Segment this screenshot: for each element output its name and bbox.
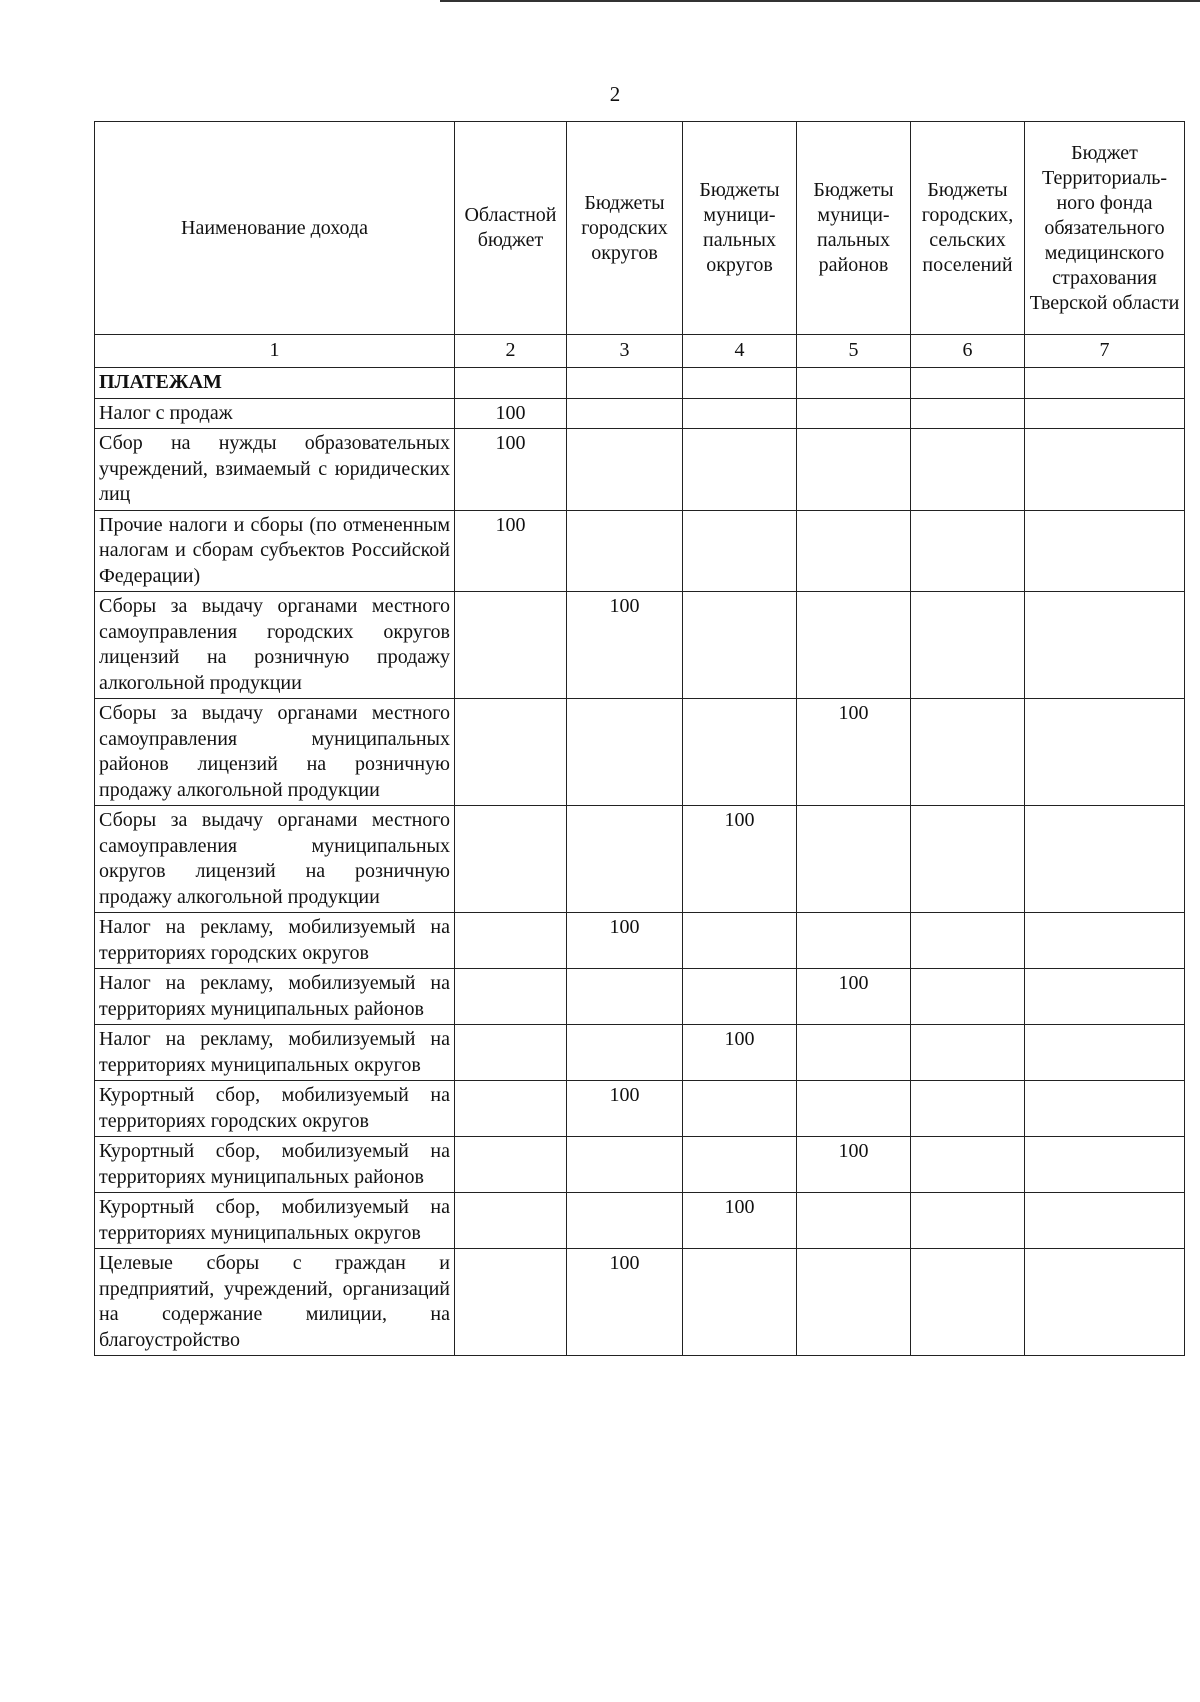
income-name-cell: Целевые сборы с граждан и предприятий, учреждений, организаций на содержание милиции, на благоустройство [95,1249,455,1356]
percentage-cell [567,398,683,429]
column-number: 4 [683,335,797,368]
percentage-cell [683,699,797,806]
income-name-cell: Налог с продаж [95,398,455,429]
percentage-cell [567,510,683,592]
table-header-row [95,122,1185,335]
percentage-cell [797,368,911,399]
percentage-cell [683,913,797,969]
percentage-cell [455,1137,567,1193]
income-name-cell: Курортный сбор, мобилизуемый на территориях муниципальных районов [95,1137,455,1193]
percentage-cell [1025,969,1185,1025]
percentage-cell: 100 [567,1249,683,1356]
percentage-cell [911,699,1025,806]
percentage-cell [455,1193,567,1249]
revenue-distribution-table [94,121,1185,1356]
income-name-cell: Налог на рекламу, мобилизуемый на территориях городских округов [95,913,455,969]
header-medical-insurance-fund-budget: Бюджет Территориаль-ного фонда обязательного медицинского страхования Тверской области [1025,122,1185,335]
income-name-cell: Налог на рекламу, мобилизуемый на территориях муниципальных округов [95,1025,455,1081]
percentage-cell [797,510,911,592]
income-name-cell: Налог на рекламу, мобилизуемый на территориях муниципальных районов [95,969,455,1025]
header-municipal-district-budgets: Бюджеты муници-пальных округов [683,122,797,335]
percentage-cell: 100 [567,592,683,699]
table-row [95,1025,1185,1081]
table-row [95,398,1185,429]
percentage-cell [1025,510,1185,592]
table-row [95,699,1185,806]
percentage-cell [797,806,911,913]
percentage-cell [1025,368,1185,399]
percentage-cell [683,398,797,429]
percentage-cell [455,913,567,969]
table-body [95,368,1185,1356]
percentage-cell [683,1137,797,1193]
income-name-cell: Сборы за выдачу органами местного самоуправления муниципальных районов лицензий на розничную продажу алкогольной продукции [95,699,455,806]
column-number-row [95,335,1185,368]
percentage-cell [1025,1193,1185,1249]
percentage-cell: 100 [455,510,567,592]
percentage-cell [567,1025,683,1081]
income-name-cell: Прочие налоги и сборы (по отмененным налогам и сборам субъектов Российской Федерации) [95,510,455,592]
column-number: 3 [567,335,683,368]
percentage-cell [1025,429,1185,511]
table-row [95,429,1185,511]
percentage-cell [911,398,1025,429]
percentage-cell: 100 [797,969,911,1025]
percentage-cell [797,913,911,969]
percentage-cell [567,806,683,913]
table-row [95,913,1185,969]
percentage-cell: 100 [797,699,911,806]
header-income-name: Наименование дохода [95,122,455,335]
column-number: 6 [911,335,1025,368]
percentage-cell [455,806,567,913]
percentage-cell [683,510,797,592]
percentage-cell [683,1081,797,1137]
column-number: 5 [797,335,911,368]
percentage-cell [455,969,567,1025]
percentage-cell [683,1249,797,1356]
percentage-cell [683,969,797,1025]
percentage-cell: 100 [683,1025,797,1081]
percentage-cell [455,699,567,806]
percentage-cell [1025,1137,1185,1193]
percentage-cell [911,1249,1025,1356]
column-number: 1 [95,335,455,368]
percentage-cell [567,699,683,806]
percentage-cell [1025,398,1185,429]
income-name-cell: Сборы за выдачу органами местного самоуправления муниципальных округов лицензий на розничную продажу алкогольной продукции [95,806,455,913]
percentage-cell [911,429,1025,511]
percentage-cell [567,1137,683,1193]
table-row [95,368,1185,399]
percentage-cell [455,1025,567,1081]
percentage-cell [567,969,683,1025]
table-row [95,510,1185,592]
column-number: 7 [1025,335,1185,368]
income-name-cell: Сборы за выдачу органами местного самоуправления городских округов лицензий на розничную продажу алкогольной продукции [95,592,455,699]
top-rule [440,0,1200,6]
header-municipal-area-budgets: Бюджеты муници-пальных районов [797,122,911,335]
percentage-cell [567,429,683,511]
percentage-cell [1025,1081,1185,1137]
income-name-cell: Курортный сбор, мобилизуемый на территориях городских округов [95,1081,455,1137]
percentage-cell [797,429,911,511]
header-regional-budget: Областной бюджет [455,122,567,335]
percentage-cell: 100 [797,1137,911,1193]
percentage-cell [797,1025,911,1081]
table-row [95,1137,1185,1193]
percentage-cell [455,1249,567,1356]
percentage-cell [455,1081,567,1137]
percentage-cell [911,510,1025,592]
percentage-cell [911,1025,1025,1081]
percentage-cell [911,969,1025,1025]
percentage-cell [455,592,567,699]
percentage-cell [911,1137,1025,1193]
column-number: 2 [455,335,567,368]
percentage-cell [1025,1025,1185,1081]
page-number: 2 [609,82,621,106]
percentage-cell [1025,913,1185,969]
percentage-cell [1025,699,1185,806]
income-name-cell: Курортный сбор, мобилизуемый на территориях муниципальных округов [95,1193,455,1249]
percentage-cell [567,1193,683,1249]
percentage-cell [911,1081,1025,1137]
table-row [95,969,1185,1025]
percentage-cell [797,398,911,429]
percentage-cell: 100 [567,1081,683,1137]
percentage-cell [567,368,683,399]
percentage-cell [797,1249,911,1356]
table-row [95,1081,1185,1137]
percentage-cell [683,368,797,399]
percentage-cell [911,806,1025,913]
percentage-cell: 100 [455,398,567,429]
percentage-cell [797,1193,911,1249]
percentage-cell [911,913,1025,969]
percentage-cell [1025,806,1185,913]
percentage-cell: 100 [567,913,683,969]
percentage-cell [683,592,797,699]
percentage-cell [1025,592,1185,699]
table-row [95,592,1185,699]
header-city-district-budgets: Бюджеты городских округов [567,122,683,335]
table-row [95,806,1185,913]
percentage-cell [911,592,1025,699]
percentage-cell: 100 [683,806,797,913]
percentage-cell [455,368,567,399]
percentage-cell [911,368,1025,399]
percentage-cell: 100 [683,1193,797,1249]
percentage-cell [797,592,911,699]
table-row [95,1249,1185,1356]
percentage-cell [911,1193,1025,1249]
section-heading: ПЛАТЕЖАМ [95,368,455,399]
header-settlement-budgets: Бюджеты городских, сельских поселений [911,122,1025,335]
percentage-cell [1025,1249,1185,1356]
income-name-cell: Сбор на нужды образовательных учреждений, взимаемый с юридических лиц [95,429,455,511]
percentage-cell: 100 [455,429,567,511]
percentage-cell [683,429,797,511]
table-row [95,1193,1185,1249]
percentage-cell [797,1081,911,1137]
